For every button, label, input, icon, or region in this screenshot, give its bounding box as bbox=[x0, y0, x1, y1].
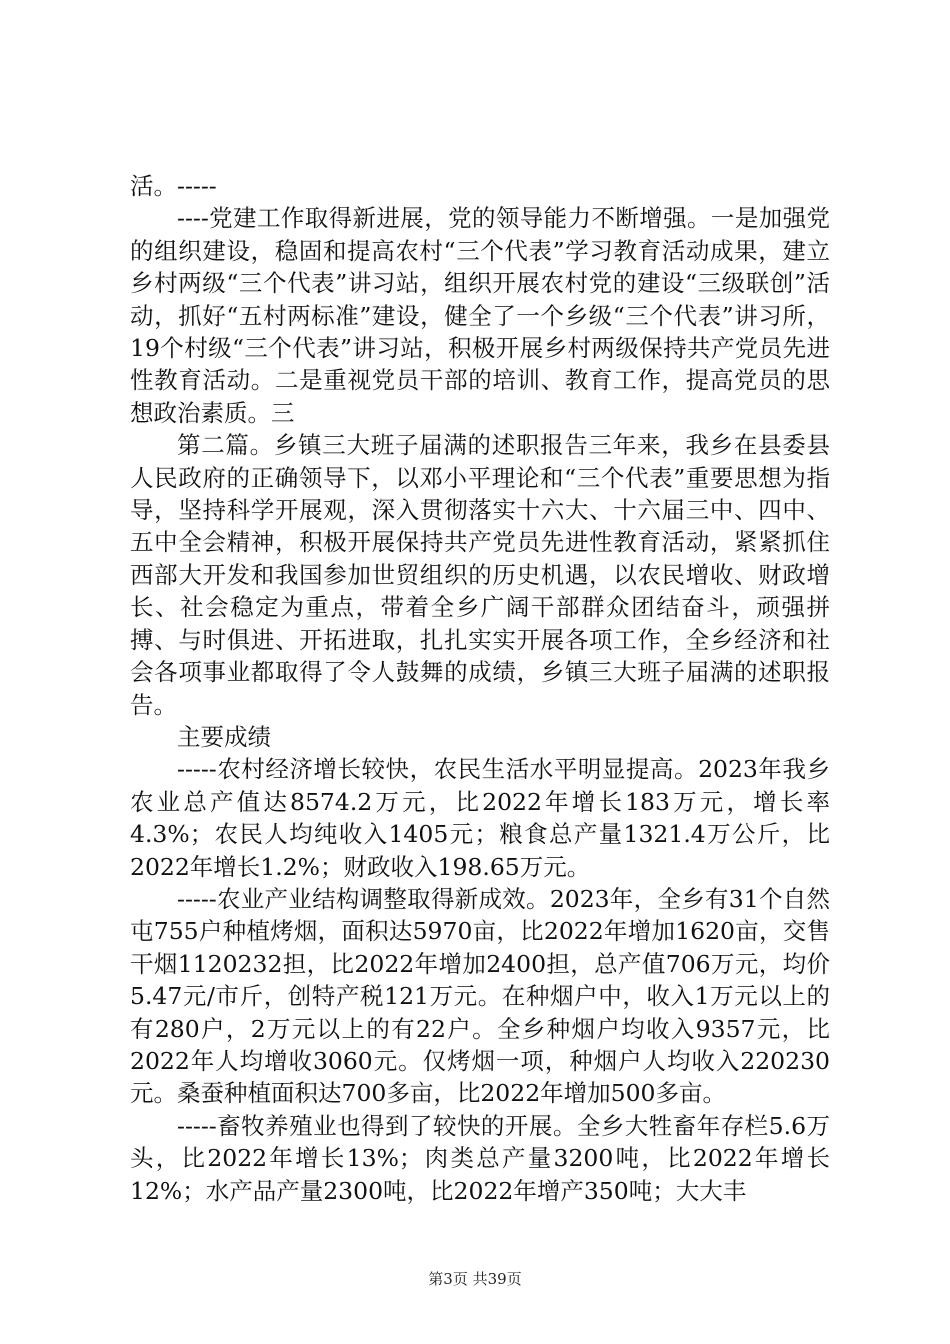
document-body bbox=[130, 170, 830, 1207]
paragraph-party-building: ----党建工作取得新进展，党的领导能力不断增强。一是加强党的组织建设，稳固和提高农村“三个代表”学习教育活动成果，建立乡村两级“三个代表”讲习站，组织开展农村党的建设“三级联创”活动，抓好“五村两标准”建设，健全了一个乡级“三个代表”讲习所，19个村级“三个代表”讲习站，积极开展乡村两级保持共产党员先进性教育活动。二是重视党员干部的培训、教育工作，提高党员的思想政治素质。三 bbox=[130, 204, 830, 427]
page-footer: 第3页 共39页 bbox=[428, 1270, 522, 1288]
paragraph-industry-structure: -----农业产业结构调整取得新成效。2023年，全乡有31个自然屯755户种植烤烟，面积达5970亩，比2022年增加1620亩，交售干烟1120232担，比2022年增加2400担，总产值706万元，均价5.47元/市斤，创特产税121万元。在种烟户中，收入1万元以上的有280户，2万元以上的有22户。全乡种烟户均收入9357元，比2022年人均增收3060元。仅烤烟一项，种烟户人均收入220230元。桑蚕种植面积达700多亩，比2022年增加500多亩。 bbox=[130, 884, 830, 1108]
paragraph-second-article: 第二篇。乡镇三大班子届满的述职报告三年来，我乡在县委县人民政府的正确领导下，以邓小平理论和“三个代表”重要思想为指导，坚持科学开展观，深入贯彻落实十六大、十六届三中、四中、五中全会精神，积极开展保持共产党员先进性教育活动，紧紧抓住西部大开发和我国参加世贸组织的历史机遇，以农民增收、财政增长、社会稳定为重点，带着全乡广阔干部群众团结奋斗，顽强拼搏、与时俱进、开拓进取，扎扎实实开展各项工作，全乡经济和社会各项事业都取得了令人鼓舞的成绩，乡镇三大班子届满的述职报告。 bbox=[130, 431, 830, 719]
section-heading-main-achievements: 主要成绩 bbox=[177, 722, 271, 751]
paragraph-rural-economy: -----农村经济增长较快，农民生活水平明显提高。2023年我乡农业总产值达8574.2万元，比2022年增长183万元，增长率4.3%；农民人均纯收入1405元；粮食总产量1321.4万公斤，比2022年增长1.2%；财政收入198.65万元。 bbox=[130, 755, 830, 881]
paragraph-continuation: 活。----- bbox=[130, 172, 217, 200]
paragraph-livestock: -----畜牧养殖业也得到了较快的开展。全乡大牲畜年存栏5.6万头，比2022年增长13%；肉类总产量3200吨，比2022年增长12%；水产品产量2300吨，比2022年增产350吨；大大丰 bbox=[130, 1111, 830, 1205]
